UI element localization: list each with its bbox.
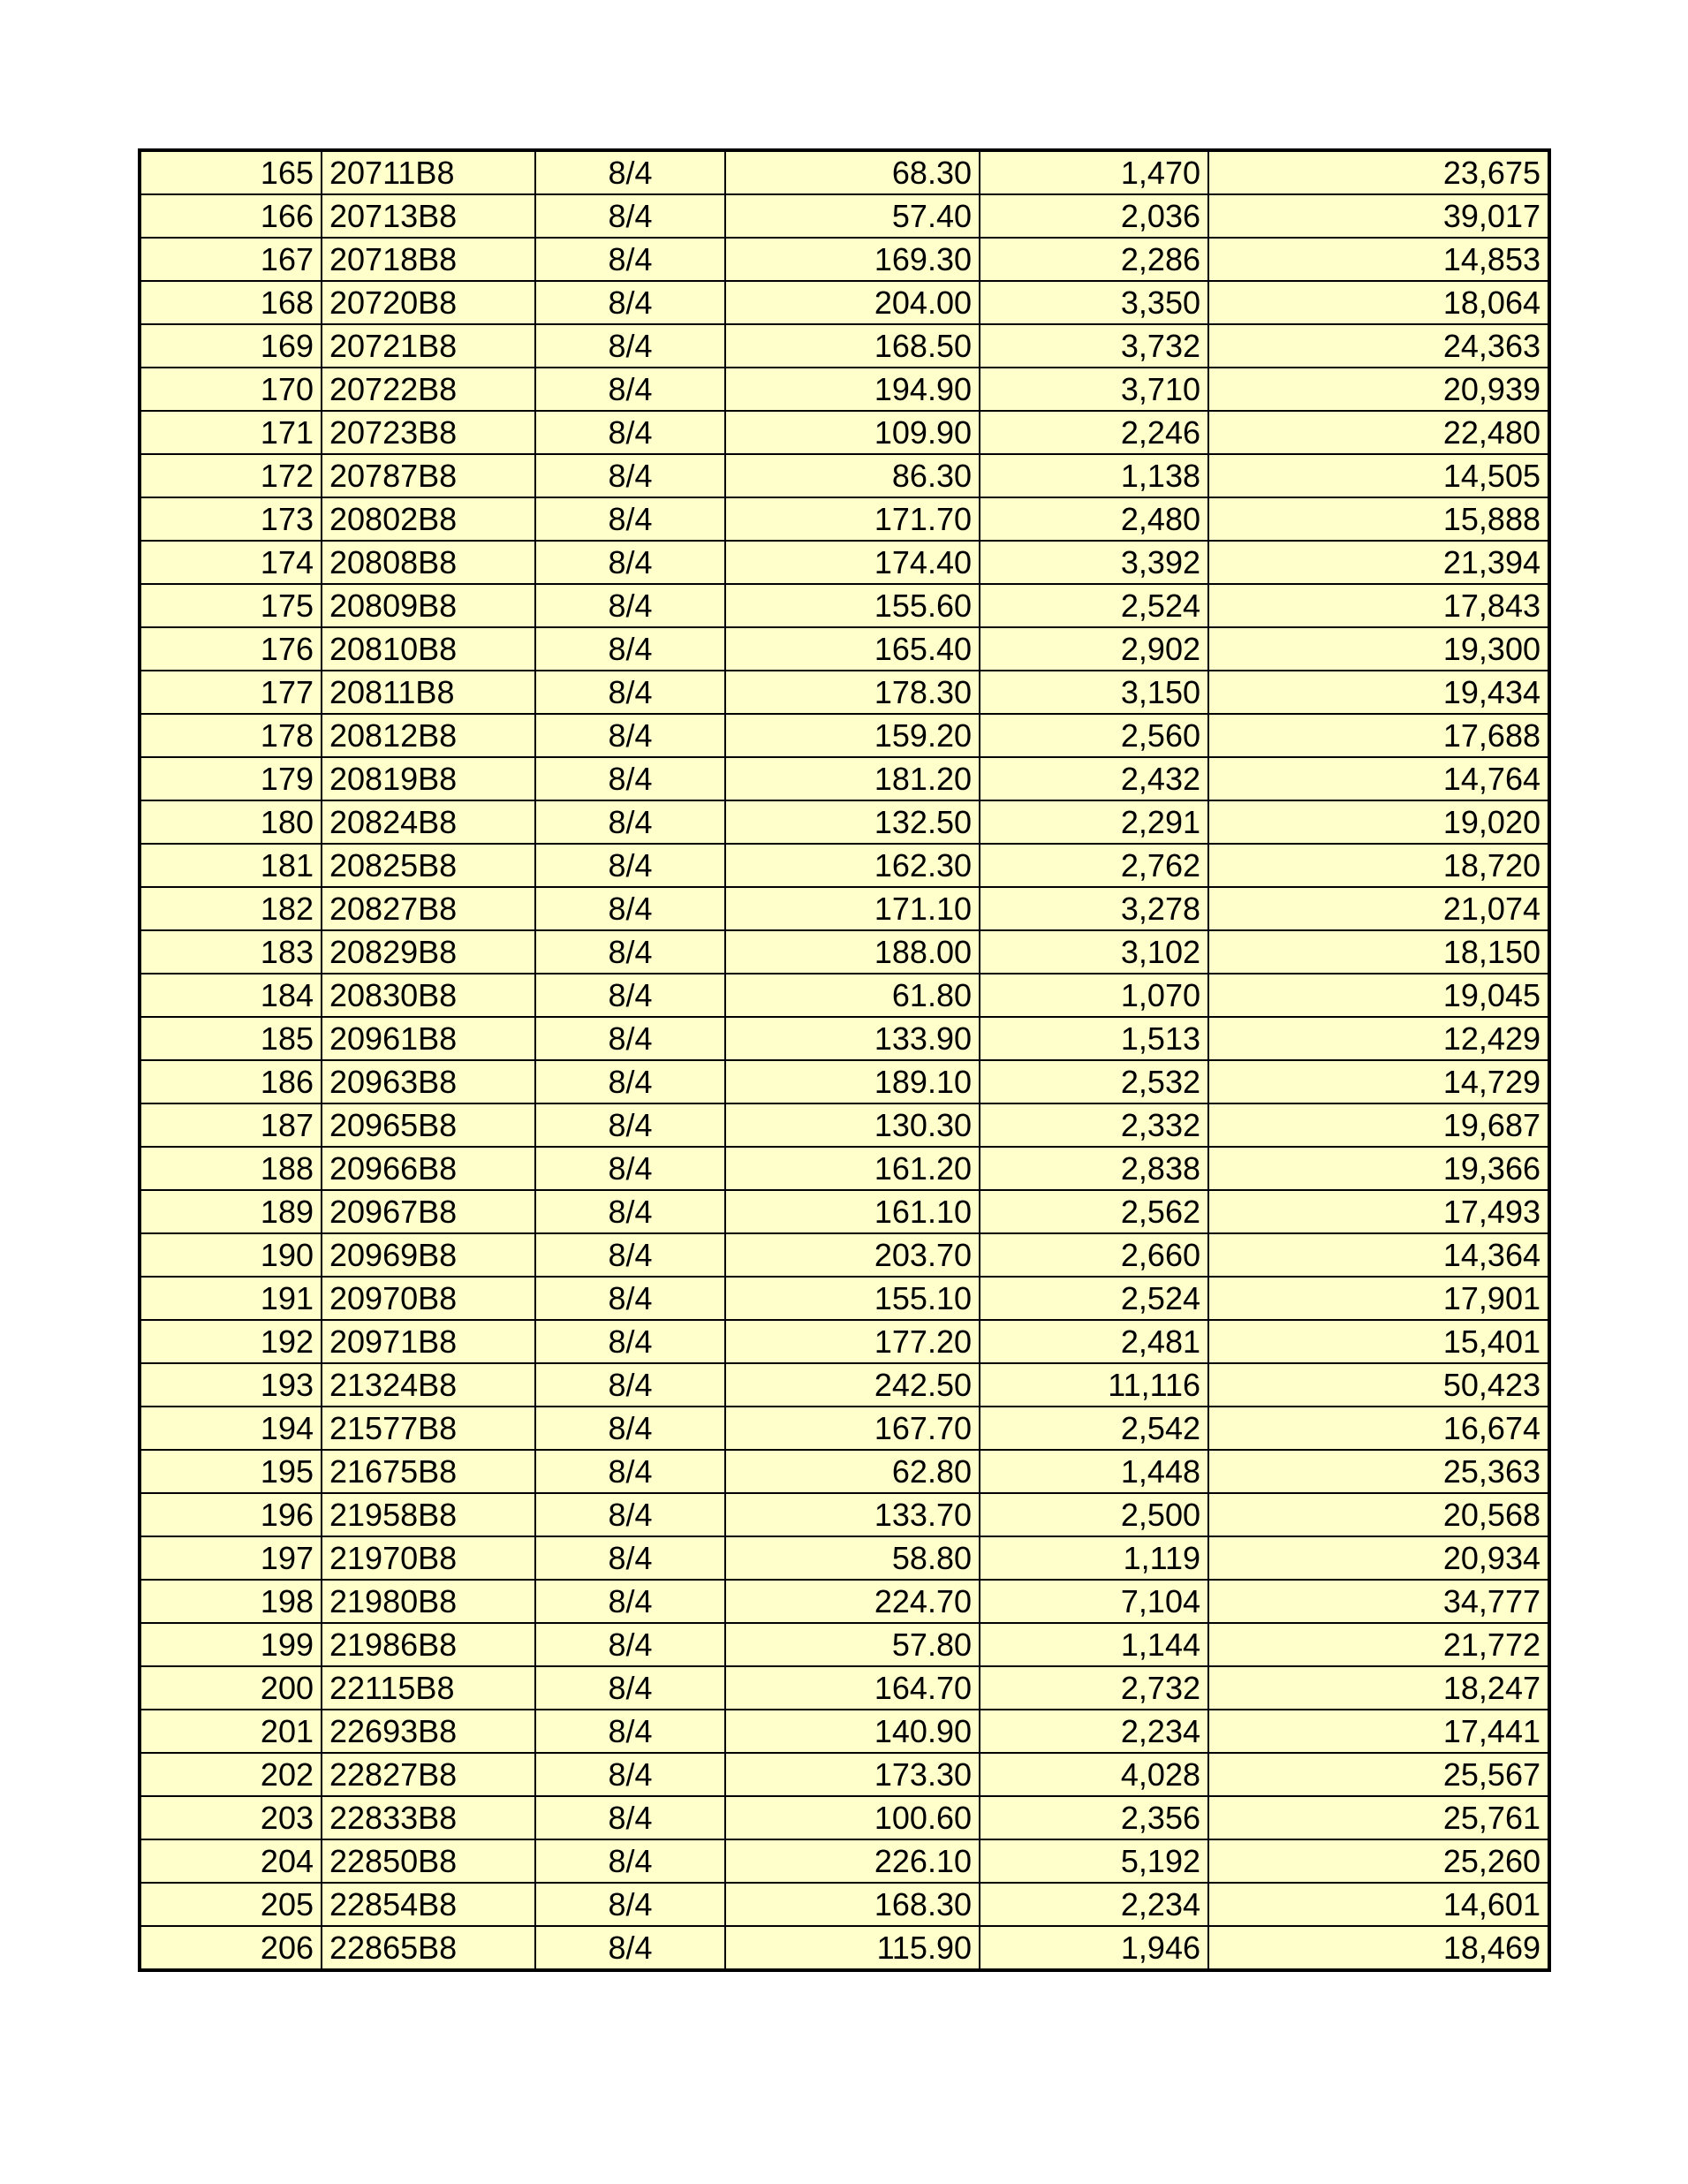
row-number-cell: 198: [140, 1580, 322, 1623]
item-code-cell: 21970B8: [322, 1536, 535, 1580]
row-number-cell: 183: [140, 930, 322, 974]
value-a-cell: 203.70: [725, 1233, 980, 1277]
value-c-cell: 17,441: [1208, 1710, 1549, 1753]
item-code-cell: 20711B8: [322, 150, 535, 194]
value-b-cell: 2,432: [980, 757, 1208, 800]
value-c-cell: 25,761: [1208, 1796, 1549, 1839]
table-row: [140, 627, 1549, 671]
item-code-cell: 20825B8: [322, 844, 535, 887]
value-a-cell: 165.40: [725, 627, 980, 671]
value-b-cell: 2,481: [980, 1320, 1208, 1363]
value-c-cell: 18,469: [1208, 1926, 1549, 1970]
value-c-cell: 19,045: [1208, 974, 1549, 1017]
thickness-cell: 8/4: [535, 1536, 725, 1580]
row-number-cell: 178: [140, 714, 322, 757]
table-row: [140, 974, 1549, 1017]
table-row: [140, 368, 1549, 411]
value-b-cell: 2,332: [980, 1103, 1208, 1147]
thickness-cell: 8/4: [535, 281, 725, 324]
value-a-cell: 57.40: [725, 194, 980, 238]
row-number-cell: 167: [140, 238, 322, 281]
item-code-cell: 20966B8: [322, 1147, 535, 1190]
row-number-cell: 202: [140, 1753, 322, 1796]
value-a-cell: 189.10: [725, 1060, 980, 1103]
row-number-cell: 174: [140, 541, 322, 584]
value-c-cell: 22,480: [1208, 411, 1549, 454]
row-number-cell: 182: [140, 887, 322, 930]
item-code-cell: 21577B8: [322, 1407, 535, 1450]
item-code-cell: 20809B8: [322, 584, 535, 627]
table-row: [140, 1147, 1549, 1190]
value-a-cell: 164.70: [725, 1666, 980, 1710]
value-a-cell: 173.30: [725, 1753, 980, 1796]
item-code-cell: 21324B8: [322, 1363, 535, 1407]
value-a-cell: 155.10: [725, 1277, 980, 1320]
table-row: [140, 1753, 1549, 1796]
value-c-cell: 16,674: [1208, 1407, 1549, 1450]
value-a-cell: 130.30: [725, 1103, 980, 1147]
table-row: [140, 1493, 1549, 1536]
value-b-cell: 1,448: [980, 1450, 1208, 1493]
item-code-cell: 20824B8: [322, 800, 535, 844]
row-number-cell: 199: [140, 1623, 322, 1666]
value-c-cell: 14,729: [1208, 1060, 1549, 1103]
thickness-cell: 8/4: [535, 1710, 725, 1753]
item-code-cell: 20723B8: [322, 411, 535, 454]
value-b-cell: 2,286: [980, 238, 1208, 281]
table-row: [140, 1407, 1549, 1450]
thickness-cell: 8/4: [535, 454, 725, 497]
thickness-cell: 8/4: [535, 1450, 725, 1493]
table-row: [140, 887, 1549, 930]
thickness-cell: 8/4: [535, 1190, 725, 1233]
thickness-cell: 8/4: [535, 887, 725, 930]
value-a-cell: 159.20: [725, 714, 980, 757]
table-row: [140, 1060, 1549, 1103]
thickness-cell: 8/4: [535, 1320, 725, 1363]
value-a-cell: 242.50: [725, 1363, 980, 1407]
item-code-cell: 20963B8: [322, 1060, 535, 1103]
value-a-cell: 132.50: [725, 800, 980, 844]
item-code-cell: 22850B8: [322, 1839, 535, 1883]
value-b-cell: 2,532: [980, 1060, 1208, 1103]
thickness-cell: 8/4: [535, 324, 725, 368]
item-code-cell: 20819B8: [322, 757, 535, 800]
row-number-cell: 189: [140, 1190, 322, 1233]
thickness-cell: 8/4: [535, 1407, 725, 1450]
value-b-cell: 3,350: [980, 281, 1208, 324]
thickness-cell: 8/4: [535, 1883, 725, 1926]
thickness-cell: 8/4: [535, 714, 725, 757]
item-code-cell: 20808B8: [322, 541, 535, 584]
row-number-cell: 172: [140, 454, 322, 497]
item-code-cell: 20718B8: [322, 238, 535, 281]
table-row: [140, 671, 1549, 714]
table-row: [140, 497, 1549, 541]
item-code-cell: 20965B8: [322, 1103, 535, 1147]
row-number-cell: 197: [140, 1536, 322, 1580]
value-c-cell: 14,364: [1208, 1233, 1549, 1277]
item-code-cell: 20722B8: [322, 368, 535, 411]
value-a-cell: 168.50: [725, 324, 980, 368]
thickness-cell: 8/4: [535, 1060, 725, 1103]
value-b-cell: 5,192: [980, 1839, 1208, 1883]
thickness-cell: 8/4: [535, 368, 725, 411]
value-b-cell: 2,732: [980, 1666, 1208, 1710]
value-c-cell: 39,017: [1208, 194, 1549, 238]
value-b-cell: 2,560: [980, 714, 1208, 757]
item-code-cell: 20961B8: [322, 1017, 535, 1060]
thickness-cell: 8/4: [535, 1017, 725, 1060]
thickness-cell: 8/4: [535, 1147, 725, 1190]
thickness-cell: 8/4: [535, 1277, 725, 1320]
item-code-cell: 22115B8: [322, 1666, 535, 1710]
value-b-cell: 1,470: [980, 150, 1208, 194]
thickness-cell: 8/4: [535, 497, 725, 541]
value-b-cell: 2,902: [980, 627, 1208, 671]
row-number-cell: 176: [140, 627, 322, 671]
table-row: [140, 1666, 1549, 1710]
thickness-cell: 8/4: [535, 844, 725, 887]
value-a-cell: 226.10: [725, 1839, 980, 1883]
table-row: [140, 238, 1549, 281]
value-a-cell: 133.90: [725, 1017, 980, 1060]
value-c-cell: 18,064: [1208, 281, 1549, 324]
table-row: [140, 1190, 1549, 1233]
table-row: [140, 1839, 1549, 1883]
value-a-cell: 58.80: [725, 1536, 980, 1580]
table-row: [140, 194, 1549, 238]
row-number-cell: 191: [140, 1277, 322, 1320]
value-a-cell: 61.80: [725, 974, 980, 1017]
thickness-cell: 8/4: [535, 194, 725, 238]
item-code-cell: 21980B8: [322, 1580, 535, 1623]
value-a-cell: 115.90: [725, 1926, 980, 1970]
value-b-cell: 3,732: [980, 324, 1208, 368]
item-code-cell: 20721B8: [322, 324, 535, 368]
table-row: [140, 454, 1549, 497]
row-number-cell: 180: [140, 800, 322, 844]
row-number-cell: 169: [140, 324, 322, 368]
thickness-cell: 8/4: [535, 757, 725, 800]
table-row: [140, 281, 1549, 324]
item-code-cell: 22854B8: [322, 1883, 535, 1926]
thickness-cell: 8/4: [535, 930, 725, 974]
value-b-cell: 7,104: [980, 1580, 1208, 1623]
row-number-cell: 190: [140, 1233, 322, 1277]
value-a-cell: 181.20: [725, 757, 980, 800]
thickness-cell: 8/4: [535, 238, 725, 281]
value-a-cell: 171.70: [725, 497, 980, 541]
row-number-cell: 168: [140, 281, 322, 324]
value-a-cell: 100.60: [725, 1796, 980, 1839]
value-a-cell: 204.00: [725, 281, 980, 324]
item-code-cell: 20827B8: [322, 887, 535, 930]
table-row: [140, 844, 1549, 887]
value-b-cell: 2,234: [980, 1883, 1208, 1926]
row-number-cell: 192: [140, 1320, 322, 1363]
value-c-cell: 12,429: [1208, 1017, 1549, 1060]
value-a-cell: 140.90: [725, 1710, 980, 1753]
item-code-cell: 20713B8: [322, 194, 535, 238]
value-a-cell: 169.30: [725, 238, 980, 281]
row-number-cell: 204: [140, 1839, 322, 1883]
value-c-cell: 18,247: [1208, 1666, 1549, 1710]
table-row: [140, 757, 1549, 800]
row-number-cell: 184: [140, 974, 322, 1017]
value-a-cell: 161.20: [725, 1147, 980, 1190]
item-code-cell: 20802B8: [322, 497, 535, 541]
row-number-cell: 187: [140, 1103, 322, 1147]
value-b-cell: 1,144: [980, 1623, 1208, 1666]
item-code-cell: 20967B8: [322, 1190, 535, 1233]
table-row: [140, 1710, 1549, 1753]
item-code-cell: 20971B8: [322, 1320, 535, 1363]
item-code-cell: 20810B8: [322, 627, 535, 671]
row-number-cell: 173: [140, 497, 322, 541]
table-row: [140, 1277, 1549, 1320]
value-c-cell: 14,505: [1208, 454, 1549, 497]
row-number-cell: 188: [140, 1147, 322, 1190]
value-b-cell: 1,946: [980, 1926, 1208, 1970]
item-code-cell: 20720B8: [322, 281, 535, 324]
item-code-cell: 21958B8: [322, 1493, 535, 1536]
value-c-cell: 18,720: [1208, 844, 1549, 887]
table-row: [140, 1926, 1549, 1970]
value-b-cell: 1,119: [980, 1536, 1208, 1580]
item-code-cell: 20787B8: [322, 454, 535, 497]
value-c-cell: 19,300: [1208, 627, 1549, 671]
item-code-cell: 22827B8: [322, 1753, 535, 1796]
value-c-cell: 18,150: [1208, 930, 1549, 974]
value-a-cell: 174.40: [725, 541, 980, 584]
value-b-cell: 3,392: [980, 541, 1208, 584]
value-a-cell: 171.10: [725, 887, 980, 930]
row-number-cell: 205: [140, 1883, 322, 1926]
thickness-cell: 8/4: [535, 671, 725, 714]
item-code-cell: 22693B8: [322, 1710, 535, 1753]
value-b-cell: 2,480: [980, 497, 1208, 541]
value-c-cell: 21,394: [1208, 541, 1549, 584]
value-b-cell: 2,838: [980, 1147, 1208, 1190]
table-row: [140, 1103, 1549, 1147]
value-c-cell: 24,363: [1208, 324, 1549, 368]
value-a-cell: 161.10: [725, 1190, 980, 1233]
value-a-cell: 188.00: [725, 930, 980, 974]
table-row: [140, 1233, 1549, 1277]
thickness-cell: 8/4: [535, 1623, 725, 1666]
row-number-cell: 166: [140, 194, 322, 238]
value-b-cell: 2,762: [980, 844, 1208, 887]
value-a-cell: 57.80: [725, 1623, 980, 1666]
value-c-cell: 20,934: [1208, 1536, 1549, 1580]
table-row: [140, 584, 1549, 627]
value-b-cell: 2,291: [980, 800, 1208, 844]
value-c-cell: 14,601: [1208, 1883, 1549, 1926]
value-a-cell: 224.70: [725, 1580, 980, 1623]
item-code-cell: 20970B8: [322, 1277, 535, 1320]
value-a-cell: 178.30: [725, 671, 980, 714]
thickness-cell: 8/4: [535, 1926, 725, 1970]
row-number-cell: 177: [140, 671, 322, 714]
value-c-cell: 21,772: [1208, 1623, 1549, 1666]
table-row: [140, 1536, 1549, 1580]
item-code-cell: 22865B8: [322, 1926, 535, 1970]
table-row: [140, 800, 1549, 844]
value-b-cell: 1,513: [980, 1017, 1208, 1060]
table-row: [140, 930, 1549, 974]
value-c-cell: 19,020: [1208, 800, 1549, 844]
row-number-cell: 193: [140, 1363, 322, 1407]
value-c-cell: 17,843: [1208, 584, 1549, 627]
thickness-cell: 8/4: [535, 1580, 725, 1623]
value-c-cell: 19,687: [1208, 1103, 1549, 1147]
value-c-cell: 25,567: [1208, 1753, 1549, 1796]
data-table: [138, 148, 1551, 1972]
table-row: [140, 1363, 1549, 1407]
item-code-cell: 21675B8: [322, 1450, 535, 1493]
value-c-cell: 34,777: [1208, 1580, 1549, 1623]
value-b-cell: 2,356: [980, 1796, 1208, 1839]
thickness-cell: 8/4: [535, 974, 725, 1017]
value-c-cell: 50,423: [1208, 1363, 1549, 1407]
value-b-cell: 2,524: [980, 584, 1208, 627]
row-number-cell: 179: [140, 757, 322, 800]
value-c-cell: 20,568: [1208, 1493, 1549, 1536]
row-number-cell: 171: [140, 411, 322, 454]
value-c-cell: 23,675: [1208, 150, 1549, 194]
value-c-cell: 14,853: [1208, 238, 1549, 281]
value-a-cell: 133.70: [725, 1493, 980, 1536]
value-a-cell: 177.20: [725, 1320, 980, 1363]
value-a-cell: 155.60: [725, 584, 980, 627]
value-b-cell: 2,562: [980, 1190, 1208, 1233]
value-b-cell: 3,102: [980, 930, 1208, 974]
value-c-cell: 15,888: [1208, 497, 1549, 541]
row-number-cell: 194: [140, 1407, 322, 1450]
value-a-cell: 68.30: [725, 150, 980, 194]
thickness-cell: 8/4: [535, 541, 725, 584]
value-c-cell: 25,260: [1208, 1839, 1549, 1883]
table-row: [140, 411, 1549, 454]
table-row: [140, 1450, 1549, 1493]
row-number-cell: 170: [140, 368, 322, 411]
value-c-cell: 25,363: [1208, 1450, 1549, 1493]
value-b-cell: 2,246: [980, 411, 1208, 454]
value-b-cell: 3,150: [980, 671, 1208, 714]
value-b-cell: 2,036: [980, 194, 1208, 238]
table-row: [140, 541, 1549, 584]
value-b-cell: 4,028: [980, 1753, 1208, 1796]
thickness-cell: 8/4: [535, 1233, 725, 1277]
value-b-cell: 11,116: [980, 1363, 1208, 1407]
table-row: [140, 324, 1549, 368]
row-number-cell: 185: [140, 1017, 322, 1060]
thickness-cell: 8/4: [535, 627, 725, 671]
value-b-cell: 2,542: [980, 1407, 1208, 1450]
row-number-cell: 195: [140, 1450, 322, 1493]
thickness-cell: 8/4: [535, 1493, 725, 1536]
thickness-cell: 8/4: [535, 584, 725, 627]
item-code-cell: 20812B8: [322, 714, 535, 757]
item-code-cell: 20811B8: [322, 671, 535, 714]
value-b-cell: 2,524: [980, 1277, 1208, 1320]
table-body: [140, 150, 1549, 1970]
value-c-cell: 17,688: [1208, 714, 1549, 757]
value-c-cell: 19,366: [1208, 1147, 1549, 1190]
row-number-cell: 196: [140, 1493, 322, 1536]
table-row: [140, 1796, 1549, 1839]
value-c-cell: 17,901: [1208, 1277, 1549, 1320]
item-code-cell: 20969B8: [322, 1233, 535, 1277]
thickness-cell: 8/4: [535, 1839, 725, 1883]
item-code-cell: 21986B8: [322, 1623, 535, 1666]
row-number-cell: 181: [140, 844, 322, 887]
value-a-cell: 194.90: [725, 368, 980, 411]
value-b-cell: 3,278: [980, 887, 1208, 930]
item-code-cell: 22833B8: [322, 1796, 535, 1839]
thickness-cell: 8/4: [535, 1796, 725, 1839]
value-b-cell: 2,660: [980, 1233, 1208, 1277]
value-a-cell: 62.80: [725, 1450, 980, 1493]
value-a-cell: 86.30: [725, 454, 980, 497]
value-c-cell: 19,434: [1208, 671, 1549, 714]
value-a-cell: 162.30: [725, 844, 980, 887]
row-number-cell: 203: [140, 1796, 322, 1839]
item-code-cell: 20829B8: [322, 930, 535, 974]
row-number-cell: 165: [140, 150, 322, 194]
thickness-cell: 8/4: [535, 1103, 725, 1147]
value-a-cell: 109.90: [725, 411, 980, 454]
value-b-cell: 1,070: [980, 974, 1208, 1017]
row-number-cell: 186: [140, 1060, 322, 1103]
table-row: [140, 1580, 1549, 1623]
table-row: [140, 714, 1549, 757]
value-a-cell: 167.70: [725, 1407, 980, 1450]
value-c-cell: 17,493: [1208, 1190, 1549, 1233]
value-b-cell: 2,500: [980, 1493, 1208, 1536]
value-c-cell: 14,764: [1208, 757, 1549, 800]
thickness-cell: 8/4: [535, 411, 725, 454]
value-c-cell: 20,939: [1208, 368, 1549, 411]
value-a-cell: 168.30: [725, 1883, 980, 1926]
item-code-cell: 20830B8: [322, 974, 535, 1017]
thickness-cell: 8/4: [535, 150, 725, 194]
row-number-cell: 175: [140, 584, 322, 627]
value-b-cell: 3,710: [980, 368, 1208, 411]
thickness-cell: 8/4: [535, 800, 725, 844]
thickness-cell: 8/4: [535, 1666, 725, 1710]
value-c-cell: 15,401: [1208, 1320, 1549, 1363]
value-c-cell: 21,074: [1208, 887, 1549, 930]
row-number-cell: 200: [140, 1666, 322, 1710]
table-row: [140, 1623, 1549, 1666]
value-b-cell: 2,234: [980, 1710, 1208, 1753]
thickness-cell: 8/4: [535, 1363, 725, 1407]
table-row: [140, 1883, 1549, 1926]
table-row: [140, 1017, 1549, 1060]
row-number-cell: 201: [140, 1710, 322, 1753]
thickness-cell: 8/4: [535, 1753, 725, 1796]
row-number-cell: 206: [140, 1926, 322, 1970]
value-b-cell: 1,138: [980, 454, 1208, 497]
table-row: [140, 1320, 1549, 1363]
table-row: [140, 150, 1549, 194]
